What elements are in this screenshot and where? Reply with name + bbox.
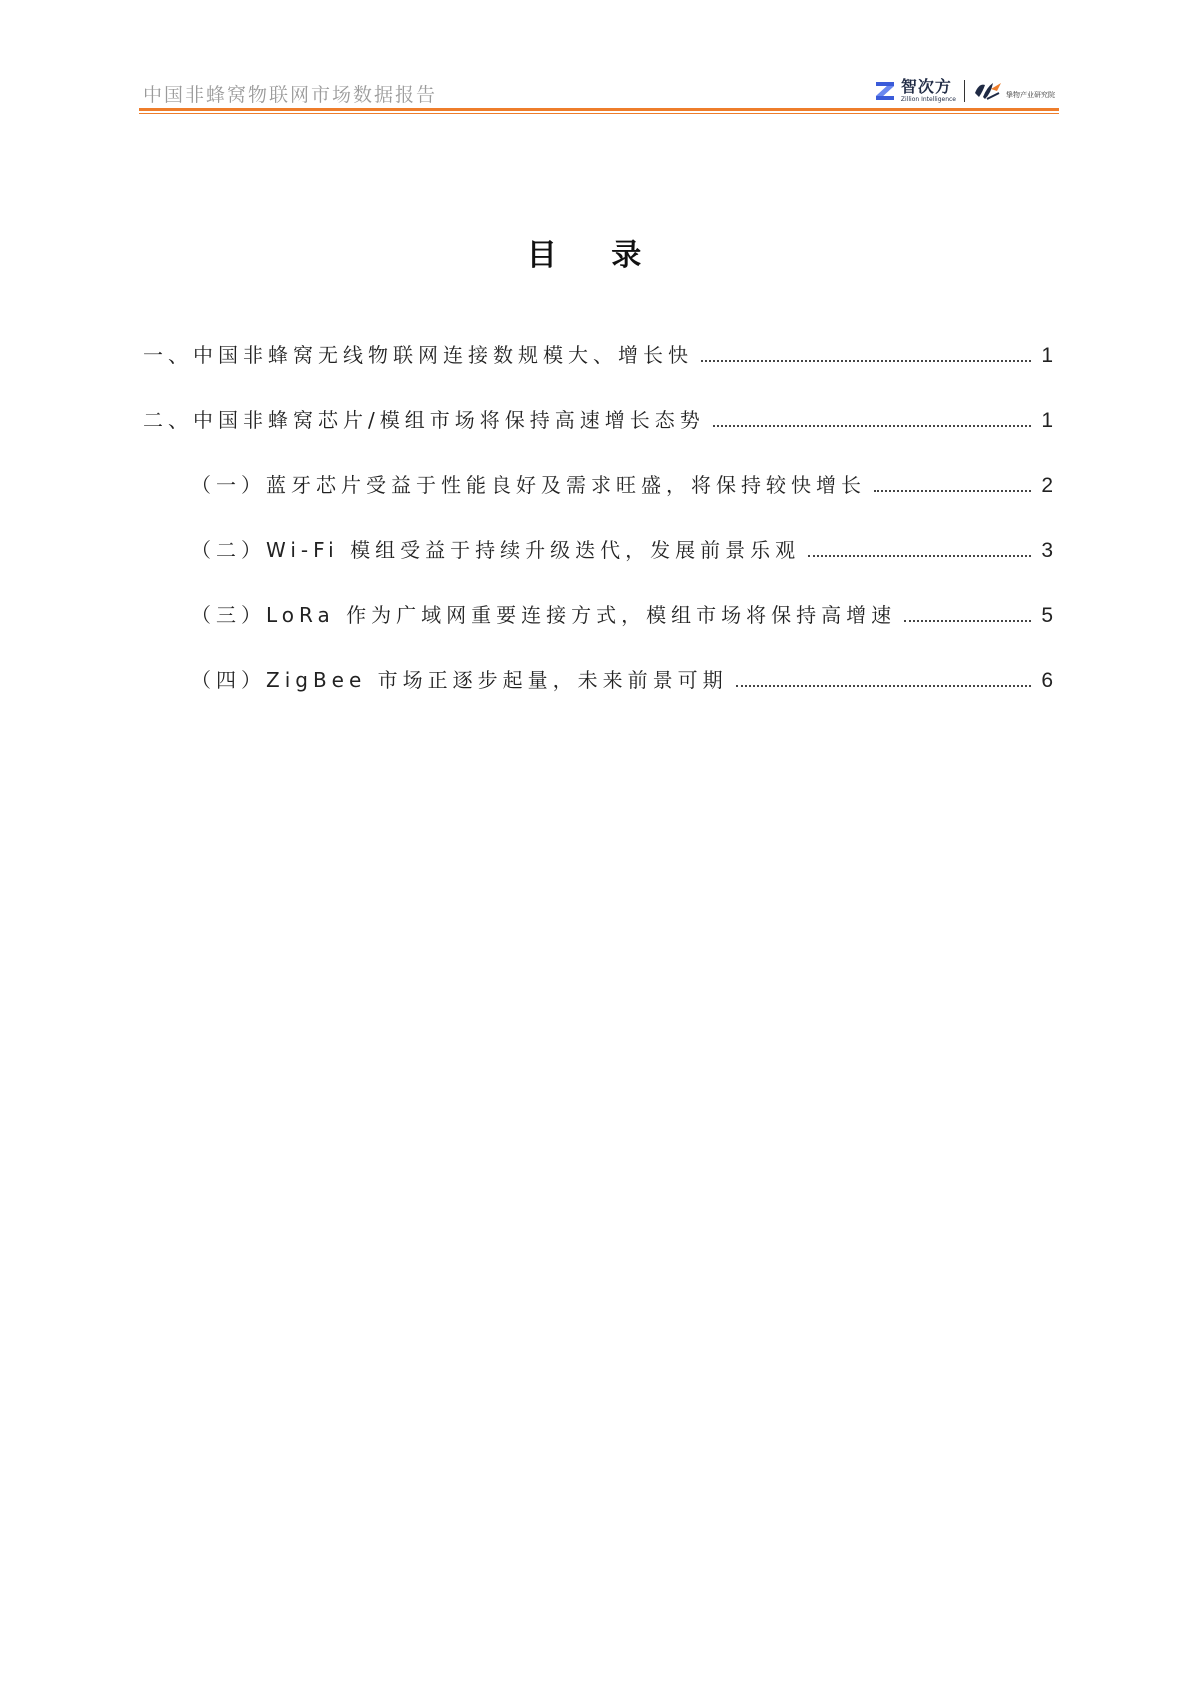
toc-entry-2-2[interactable]	[191, 533, 1053, 563]
toc-entry-2-4[interactable]	[191, 663, 1053, 693]
logo-brand-en: Zillion Intelligence	[900, 96, 956, 103]
toc-entry-text: （一）蓝牙芯片受益于性能良好及需求旺盛，将保持较快增长	[191, 473, 866, 497]
toc-leader-dots	[736, 684, 1031, 687]
logo-brand-cn: 智次方	[900, 77, 952, 96]
toc-page-number: 1	[1041, 409, 1053, 432]
toc-page-number: 5	[1041, 604, 1053, 627]
toc-page-number: 6	[1041, 669, 1053, 692]
institute-mark-icon	[973, 79, 1003, 103]
toc-entry-text: 二、中国非蜂窝芯片/模组市场将保持高速增长态势	[143, 408, 705, 432]
header-rule	[139, 108, 1059, 111]
logo-group	[873, 76, 1055, 106]
page-header	[139, 70, 1059, 112]
toc-page-number: 3	[1041, 539, 1053, 562]
toc-leader-dots	[713, 424, 1031, 427]
zillion-mark-icon	[873, 79, 897, 103]
toc-entry-text: （三）LoRa 作为广域网重要连接方式，模组市场将保持高增速	[191, 603, 897, 627]
logo-divider	[964, 80, 965, 102]
toc-entry-text: 一、中国非蜂窝无线物联网连接数规模大、增长快	[143, 343, 693, 367]
toc-entry-2-3[interactable]	[191, 598, 1053, 628]
toc-entry-2[interactable]	[143, 403, 1053, 433]
header-rule-thin	[139, 113, 1059, 114]
toc-leader-dots	[904, 619, 1031, 622]
institute-name: 挚物产业研究院	[1006, 91, 1055, 99]
institute-logo	[973, 79, 1055, 103]
toc-leader-dots	[701, 359, 1031, 362]
toc-entry-1[interactable]	[143, 338, 1053, 368]
toc-entry-text: （四）ZigBee 市场正逐步起量，未来前景可期	[191, 668, 728, 692]
toc-page-number: 2	[1041, 474, 1053, 497]
toc-leader-dots	[808, 554, 1031, 557]
report-title: 中国非蜂窝物联网市场数据报告	[143, 84, 438, 106]
toc-leader-dots	[874, 489, 1031, 492]
toc-entry-text: （二）Wi-Fi 模组受益于持续升级迭代，发展前景乐观	[191, 538, 801, 562]
toc-page-number: 1	[1041, 344, 1053, 367]
toc-entry-2-1[interactable]	[191, 468, 1053, 498]
zillion-logo	[873, 79, 956, 103]
toc-title: 目 录	[526, 238, 664, 273]
